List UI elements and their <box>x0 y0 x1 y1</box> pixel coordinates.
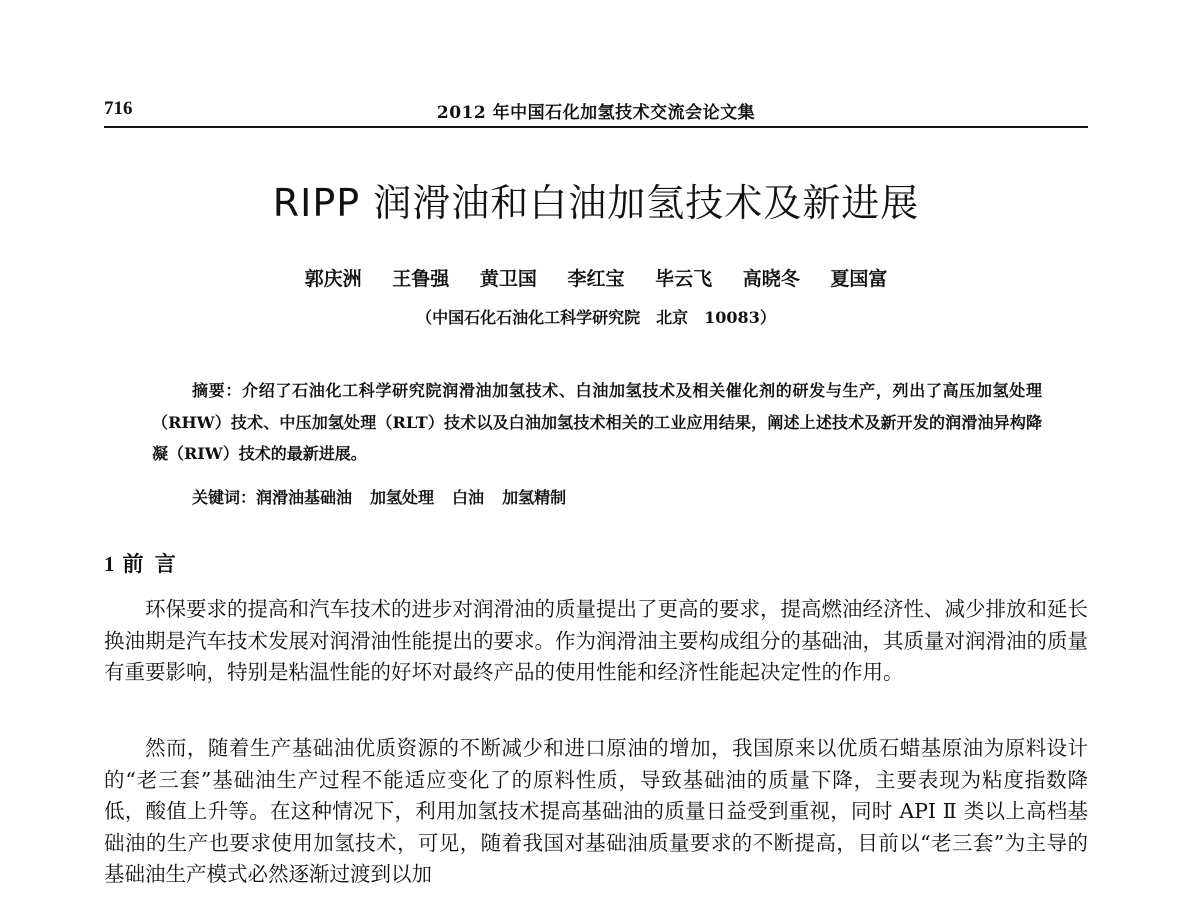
keywords-label: 关键词： <box>192 488 257 507</box>
keywords <box>192 485 584 508</box>
abstract-text: 介绍了石油化工科学研究院润滑油加氢技术、白油加氢技术及相关催化剂的研发与生产，列出了高压加氢处理（RHW）技术、中压加氢处理（RLT）技术以及白油加氢技术相关的工业应用结果，阐述上述技术及新开发的润滑油异构降凝（RIW）技术的最新进展。 <box>152 381 1042 463</box>
keyword: 白油 <box>452 488 485 507</box>
affiliation: （中国石化石油化工科学研究院 北京 10083） <box>416 308 776 327</box>
paper-title: RIPP 润滑油和白油加氢技术及新进展 <box>272 181 920 225</box>
author-name: 王鲁强 <box>392 268 450 290</box>
author-name: 毕云飞 <box>655 268 713 290</box>
author-name: 郭庆洲 <box>304 268 362 290</box>
section-heading <box>104 548 178 578</box>
body-paragraph: 然而，随着生产基础油优质资源的不断减少和进口原油的增加，我国原来以优质石蜡基原油为原料设计的“老三套”基础油生产过程不能适应变化了的原料性质，导致基础油的质量下降，主要表现为粘度指数降低，酸值上升等。在这种情况下，利用加氢技术提高基础油的质量日益受到重视，同时 API Ⅱ 类以上高档基础油的生产也要求使用加氢技术，可见，随着我国对基础油质量要求的不断提高，目前以“老三套”为主导的基础油生产模式必然逐渐过渡到以加 <box>104 736 1088 886</box>
section-number: 1 <box>104 552 117 576</box>
body-paragraph: 环保要求的提高和汽车技术的进步对润滑油的质量提出了更高的要求，提高燃油经济性、减少排放和延长换油期是汽车技术发展对润滑油性能提出的要求。作为润滑油主要构成组分的基础油，其质量对润滑油的质量有重要影响，特别是粘温性能的好坏对最终产品的使用性能和经济性能起决定性的作用。 <box>104 597 1088 684</box>
section-title: 前 言 <box>122 552 178 576</box>
keyword: 加氢精制 <box>502 488 567 507</box>
author-list <box>104 264 1088 291</box>
author-name: 高晓冬 <box>742 268 800 290</box>
author-name: 黄卫国 <box>479 268 537 290</box>
keyword: 润滑油基础油 <box>256 488 353 507</box>
author-name: 李红宝 <box>567 268 625 290</box>
keyword: 加氢处理 <box>370 488 435 507</box>
abstract-label: 摘要： <box>192 381 243 400</box>
author-name: 夏国富 <box>830 268 888 290</box>
page-number: 716 <box>104 98 133 119</box>
abstract <box>152 375 1042 470</box>
running-header <box>104 96 1088 128</box>
journal-title: 2012 年中国石化加氢技术交流会论文集 <box>436 103 756 123</box>
